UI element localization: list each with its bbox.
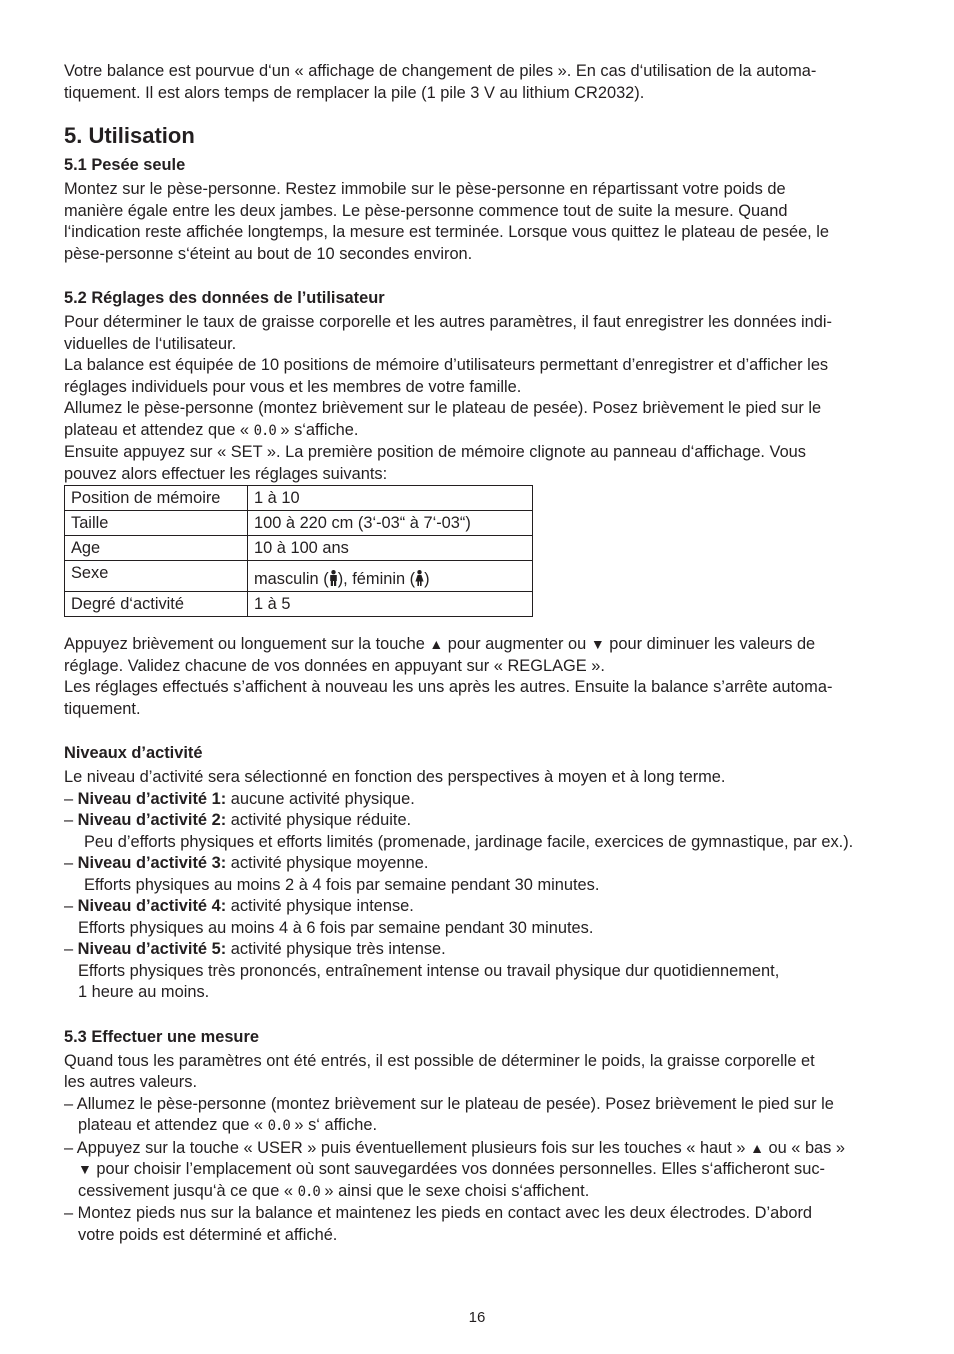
table-row	[65, 511, 533, 536]
intro-line-1: Votre balance est pourvue d‘un « affichage de changement de piles ». En cas d‘utilisation de la automa-	[64, 62, 817, 80]
paragraph-line: Ensuite appuyez sur « SET ». La première position de mémoire clignote au panneau d‘affichage. Vous	[64, 443, 806, 461]
activity-level-detail: 1 heure au moins.	[78, 983, 210, 1001]
activity-level-desc: activité physique réduite.	[226, 811, 412, 829]
subsection-title-5-2: 5.2 Réglages des données de l’utilisateur	[64, 289, 385, 307]
text-span: pour augmenter ou	[443, 635, 591, 653]
table-cell-label: Taille	[65, 511, 248, 536]
list-item: – Allumez le pèse-personne (montez brièvement sur le plateau de pesée). Posez brièvement le pied sur le	[64, 1094, 834, 1113]
up-arrow-icon: ▲	[750, 1139, 764, 1156]
paragraph-line	[64, 1115, 894, 1138]
paragraph-line: réglages individuels pour vous et les membres de votre famille.	[64, 377, 522, 396]
list-item	[64, 1138, 894, 1160]
paragraph-line: Allumez le pèse-personne (montez brièvement sur le plateau de pesée). Posez brièvement le pied sur le	[64, 399, 822, 417]
dash: –	[64, 897, 78, 915]
activity-level-label: Niveau d’activité 4:	[77, 897, 227, 915]
down-arrow-icon: ▼	[590, 636, 605, 652]
intro-line-2: tiquement. Il est alors temps de remplacer la pile (1 pile 3 V au lithium CR2032).	[64, 83, 645, 102]
paragraph-line: votre poids est déterminé et affiché.	[78, 1225, 338, 1244]
list-item	[64, 853, 894, 875]
paragraph-line: Pour déterminer le taux de graisse corporelle et les autres paramètres, il faut enregistrer les données indi-	[64, 313, 833, 331]
table-cell-value: 10 à 100 ans	[248, 536, 533, 561]
table-cell-value: 100 à 220 cm (3‘-03“ à 7‘-03“)	[248, 511, 533, 536]
text-span: plateau et attendez que «	[64, 420, 254, 439]
settings-table	[64, 485, 533, 617]
paragraph-line: manière égale entre les deux jambes. Le pèse-personne commence tout de suite la mesure. Quand	[64, 201, 788, 220]
table-row	[65, 486, 533, 511]
table-cell-value	[248, 561, 533, 592]
list-item: – Montez pieds nus sur la balance et maintenez les pieds en contact avec les deux électrodes. D’abord	[64, 1204, 813, 1222]
activity-level-label: Niveau d’activité 5:	[77, 940, 227, 958]
paragraph-line: viduelles de l‘utilisateur.	[64, 334, 237, 353]
text-span: cessivement jusqu‘à ce que «	[78, 1181, 298, 1200]
table-cell-label: Position de mémoire	[65, 486, 248, 511]
table-cell-value: 1 à 10	[248, 486, 533, 511]
display-reading: 0.0	[267, 1118, 290, 1134]
list-item	[64, 939, 894, 961]
activity-level-label: Niveau d’activité 2:	[77, 811, 227, 829]
dash: –	[64, 789, 78, 808]
dash: –	[64, 940, 78, 958]
activity-level-desc: aucune activité physique.	[226, 789, 415, 808]
activity-level-desc: activité physique moyenne.	[226, 854, 429, 872]
activity-level-desc: activité physique très intense.	[226, 940, 446, 958]
paragraph-line	[64, 1159, 894, 1181]
table-cell-label: Degré d‘activité	[65, 592, 248, 617]
display-reading: 0.0	[253, 422, 276, 439]
male-icon	[329, 570, 338, 586]
activity-level-detail: Peu d’efforts physiques et efforts limités (promenade, jardinage facile, exercices de gymnastique, par ex.).	[84, 832, 854, 851]
page-number: 16	[468, 1309, 486, 1326]
text-span: ou « bas »	[763, 1138, 846, 1157]
text-span: )	[424, 570, 430, 588]
paragraph-line: Montez sur le pèse-personne. Restez immobile sur le pèse-personne en répartissant votre poids de	[64, 180, 786, 198]
text-span: » ainsi que le sexe choisi s‘affichent.	[319, 1181, 590, 1200]
female-icon	[415, 570, 424, 586]
paragraph-line: Le niveau d’activité sera sélectionné en fonction des perspectives à moyen et à long terme.	[64, 768, 726, 786]
dash: –	[64, 854, 78, 872]
activity-level-label: Niveau d’activité 1:	[77, 789, 227, 808]
paragraph-line	[64, 1181, 894, 1204]
activity-level-detail: Efforts physiques très prononcés, entraînement intense ou travail physique dur quotidiennement,	[78, 961, 780, 980]
text-span: » s‘ affiche.	[289, 1116, 378, 1134]
text-span: masculin (	[254, 570, 329, 588]
activity-level-desc: activité physique intense.	[226, 897, 414, 915]
text-span: – Appuyez sur la touche « USER » puis éventuellement plusieurs fois sur les touches « haut »	[64, 1138, 751, 1157]
paragraph-line: réglage. Validez chacune de vos données en appuyant sur « REGLAGE ».	[64, 656, 605, 675]
dash: –	[64, 811, 78, 829]
paragraph-line: tiquement.	[64, 699, 141, 718]
text-span: pour choisir l’emplacement où sont sauvegardées vos données personnelles. Elles s‘afficheront suc-	[91, 1160, 825, 1178]
text-span: » s‘affiche.	[275, 420, 359, 439]
paragraph-line	[64, 420, 894, 443]
text-span: ), féminin (	[337, 570, 416, 588]
list-item	[64, 789, 894, 811]
display-reading: 0.0	[297, 1183, 320, 1200]
table-cell-label: Sexe	[65, 561, 248, 592]
list-item	[64, 810, 894, 832]
table-cell-label: Age	[65, 536, 248, 561]
paragraph-line: pèse-personne s‘éteint au bout de 10 secondes environ.	[64, 244, 473, 263]
page-content	[64, 61, 894, 1246]
activity-level-detail: Efforts physiques au moins 2 à 4 fois par semaine pendant 30 minutes.	[84, 875, 600, 894]
table-row	[65, 536, 533, 561]
section-title: 5. Utilisation	[64, 123, 195, 148]
text-span: plateau et attendez que «	[78, 1116, 268, 1134]
list-item	[64, 896, 894, 918]
paragraph-line: Quand tous les paramètres ont été entrés, il est possible de déterminer le poids, la graisse corporelle et	[64, 1051, 815, 1070]
paragraph-line: Les réglages effectués s’affichent à nouveau les uns après les autres. Ensuite la balance s’arrête automa-	[64, 678, 833, 696]
activity-levels-title: Niveaux d’activité	[64, 744, 203, 762]
paragraph-line: l‘indication reste affichée longtemps, la mesure est terminée. Lorsque vous quittez le plateau de pesée, le	[64, 223, 830, 241]
down-arrow-icon: ▼	[78, 1161, 92, 1177]
up-arrow-icon: ▲	[429, 636, 444, 652]
table-row	[65, 561, 533, 592]
text-span: pour diminuer les valeurs de	[604, 635, 816, 653]
paragraph-line: pouvez alors effectuer les réglages suivants:	[64, 464, 388, 483]
subsection-title-5-1: 5.1 Pesée seule	[64, 156, 186, 174]
text-span: Appuyez brièvement ou longuement sur la touche	[64, 635, 430, 653]
table-cell-value: 1 à 5	[248, 592, 533, 617]
paragraph-line: La balance est équipée de 10 positions de mémoire d’utilisateurs permettant d’enregistrer et d’afficher les	[64, 356, 829, 374]
activity-level-detail: Efforts physiques au moins 4 à 6 fois par semaine pendant 30 minutes.	[78, 918, 594, 937]
table-row	[65, 592, 533, 617]
subsection-title-5-3: 5.3 Effectuer une mesure	[64, 1027, 259, 1046]
paragraph-line	[64, 634, 894, 656]
paragraph-line: les autres valeurs.	[64, 1073, 198, 1091]
activity-level-label: Niveau d’activité 3:	[77, 854, 227, 872]
